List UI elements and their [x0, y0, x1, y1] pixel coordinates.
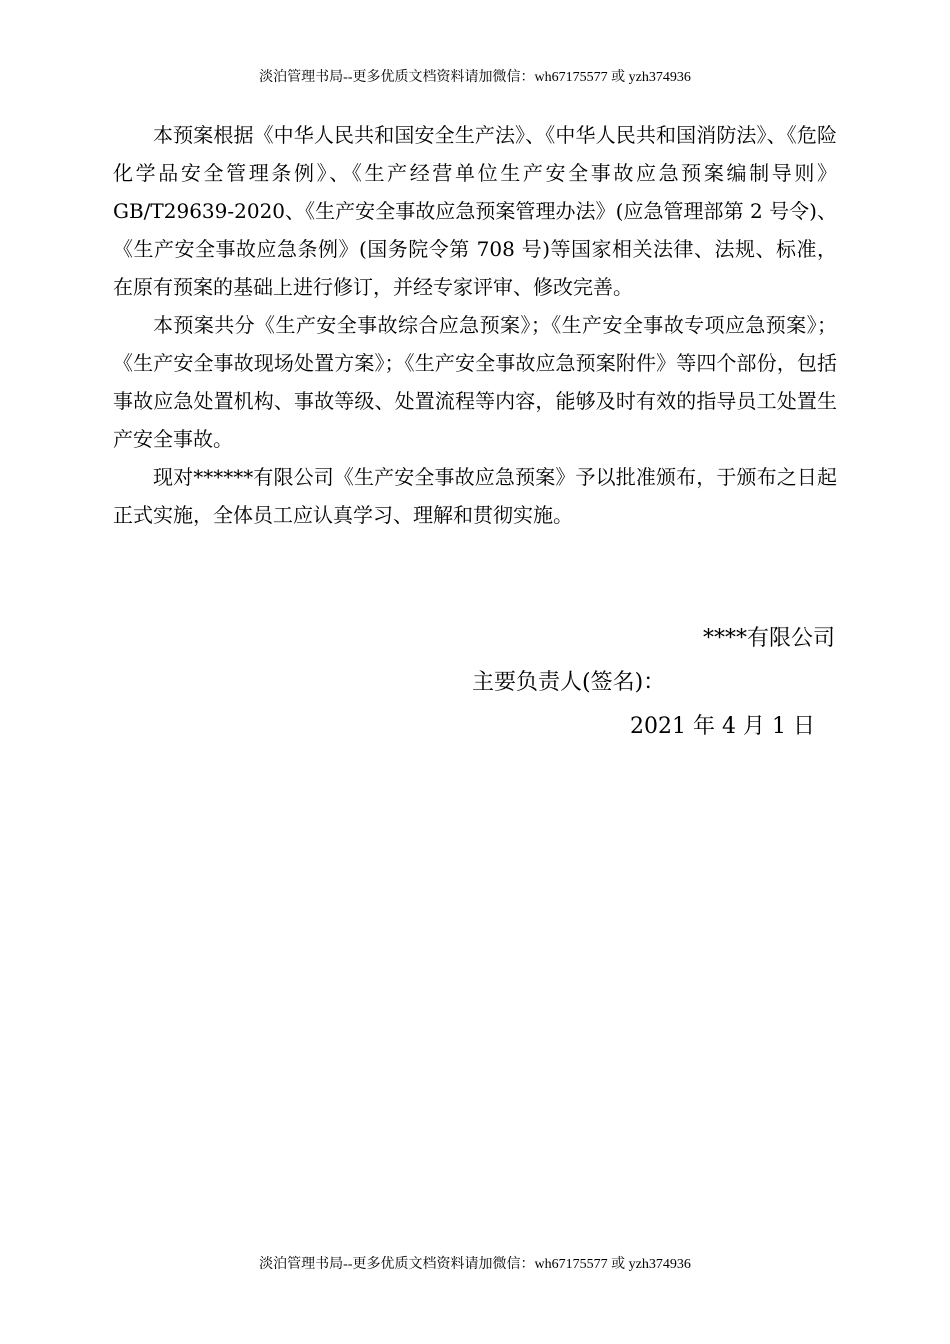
footer-note: 淡泊管理书局--更多优质文档资料请加微信：wh67175577 或 yzh374936: [259, 1257, 691, 1272]
signature-company: ****有限公司: [702, 626, 835, 651]
signature-date: 2021 年 4 月 1 日: [630, 714, 815, 739]
paragraph-approval: 现对******有限公司《生产安全事故应急预案》予以批准颁布，于颁布之日起正式实施，全体员工应认真学习、理解和贯彻实施。: [113, 465, 837, 527]
document-body: [113, 116, 837, 534]
paragraph-structure: 本预案共分《生产安全事故综合应急预案》；《生产安全事故专项应急预案》；《生产安全事故现场处置方案》；《生产安全事故应急预案附件》等四个部份，包括事故应急处置机构、事故等级、处置流程等内容，能够及时有效的指导员工处置生产安全事故。: [113, 313, 837, 451]
signature-responsible-person: 主要负责人(签名)：: [472, 670, 666, 695]
header-note: 淡泊管理书局--更多优质文档资料请加微信：wh67175577 或 yzh374936: [259, 70, 691, 85]
paragraph-basis: 本预案根据《中华人民共和国安全生产法》、《中华人民共和国消防法》、《危险化学品安全管理条例》、《生产经营单位生产安全事故应急预案编制导则》GB/T29639-2020、《生产安全事故应急预案管理办法》(应急管理部第 2 号令)、《生产安全事故应急条例》(国务院令第 708 号)等国家相关法律、法规、标准，在原有预案的基础上进行修订，并经专家评审、修改完善。: [113, 123, 837, 299]
